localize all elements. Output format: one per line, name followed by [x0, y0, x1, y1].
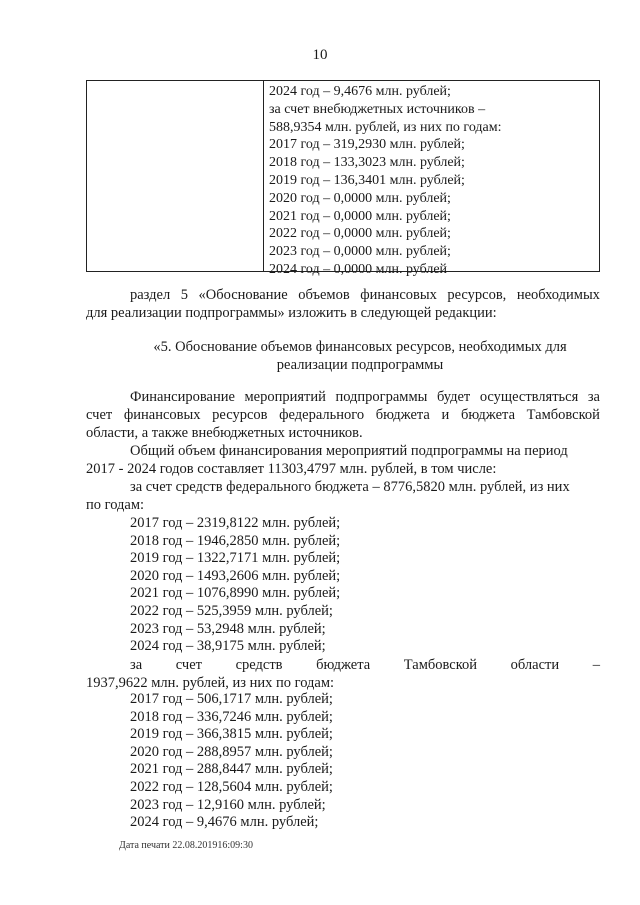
- word: федерального: [279, 407, 365, 423]
- p2-line-2: 2017 - 2024 годов составляет 11303,4797 млн. рублей, в том числе:: [86, 461, 497, 477]
- word: осуществляться: [479, 389, 579, 405]
- table-line: 2019 год – 136,3401 млн. рублей;: [269, 172, 465, 188]
- print-date-footer: Дата печати 22.08.201916:09:30: [119, 840, 253, 851]
- list-item: 2023 год – 12,9160 млн. рублей;: [130, 796, 326, 813]
- word: финансовых: [123, 407, 201, 423]
- p1-line-2: [86, 406, 600, 424]
- regional-line-1: [86, 656, 600, 674]
- word: области: [510, 657, 560, 673]
- regional-line-2: 1937,9622 млн. рублей, из них по годам:: [86, 675, 335, 691]
- table-column-divider: [263, 81, 264, 271]
- word: счет: [175, 657, 202, 673]
- word: 5: [180, 287, 188, 303]
- word: и: [441, 407, 450, 423]
- list-item: 2020 год – 1493,2606 млн. рублей;: [130, 567, 341, 584]
- word: необходимых: [516, 287, 600, 303]
- instruction-line-1: [86, 286, 600, 304]
- list-item: 2020 год – 288,8957 млн. рублей;: [130, 743, 333, 760]
- federal-line-1: за счет средств федерального бюджета – 8776,5820 млн. рублей, из них: [130, 479, 570, 495]
- federal-line-2: по годам:: [86, 497, 145, 513]
- word: за: [587, 389, 600, 405]
- word: будет: [436, 389, 471, 405]
- p2-line-1: Общий объем финансирования мероприятий подпрограммы на период: [130, 443, 568, 459]
- table-line: 2021 год – 0,0000 млн. рублей;: [269, 208, 451, 224]
- table-line: 2022 год – 0,0000 млн. рублей;: [269, 226, 451, 242]
- list-item: 2021 год – 288,8447 млн. рублей;: [130, 761, 333, 778]
- word: ресурсов,: [447, 287, 507, 303]
- list-item: 2017 год – 506,1717 млн. рублей;: [130, 691, 333, 707]
- word: –: [592, 657, 600, 673]
- instruction-paragraph: [86, 286, 600, 322]
- p1-line-3: области, а также внебюджетных источников.: [86, 425, 363, 441]
- list-item: 2024 год – 9,4676 млн. рублей;: [130, 814, 319, 831]
- list-item: 2018 год – 336,7246 млн. рублей;: [130, 708, 333, 725]
- list-item: 2024 год – 38,9175 млн. рублей;: [130, 638, 326, 655]
- table-line: 2018 год – 133,3023 млн. рублей;: [269, 155, 465, 171]
- continuation-table: [86, 80, 600, 277]
- list-item: 2021 год – 1076,8990 млн. рублей;: [130, 585, 341, 602]
- federal-year-list: [130, 515, 340, 656]
- table-line: 2024 год – 0,0000 млн. рублей: [269, 261, 448, 277]
- instruction-line-2: для реализации подпрограммы» изложить в следующей редакции:: [86, 305, 497, 321]
- table-line: 2020 год – 0,0000 млн. рублей;: [269, 190, 451, 206]
- section-heading-line-2: реализации подпрограммы: [276, 357, 444, 373]
- word: бюджета: [460, 407, 516, 423]
- list-item: 2022 год – 525,3959 млн. рублей;: [130, 602, 333, 619]
- word: бюджета: [316, 657, 371, 673]
- word: подпрограммы: [335, 389, 428, 405]
- word: средств: [235, 657, 283, 673]
- list-item: 2017 год – 2319,8122 млн. рублей;: [130, 515, 341, 531]
- table-line: 2017 год – 319,2930 млн. рублей;: [269, 137, 465, 153]
- section-heading: [140, 338, 580, 374]
- word: мероприятий: [244, 389, 326, 405]
- word: за: [130, 657, 143, 673]
- page-number: 10: [312, 47, 328, 63]
- table-line: 588,9354 млн. рублей, из них по годам:: [269, 119, 502, 135]
- list-item: 2019 год – 1322,7171 млн. рублей;: [130, 550, 341, 567]
- word: финансовых: [360, 287, 437, 303]
- financing-paragraph: [86, 388, 600, 514]
- list-item: 2018 год – 1946,2850 млн. рублей;: [130, 532, 341, 549]
- word: Тамбовской: [526, 407, 600, 423]
- list-item: 2019 год – 366,3815 млн. рублей;: [130, 726, 333, 743]
- regional-year-list: [130, 691, 333, 832]
- word: ресурсов: [212, 407, 268, 423]
- word: Финансирование: [130, 389, 235, 405]
- word: раздел: [130, 287, 171, 303]
- word: счет: [86, 407, 113, 423]
- word: Тамбовской: [403, 657, 478, 673]
- section-heading-line-1: «5. Обоснование объемов финансовых ресурсов, необходимых для: [153, 339, 567, 355]
- table-line: 2024 год – 9,4676 млн. рублей;: [269, 84, 451, 99]
- list-item: 2022 год – 128,5604 млн. рублей;: [130, 778, 333, 795]
- table-right-cell: [269, 83, 591, 279]
- table-line: 2023 год – 0,0000 млн. рублей;: [269, 244, 451, 260]
- regional-paragraph: [86, 656, 600, 692]
- p1-line-1: [86, 388, 600, 406]
- word: объемов: [298, 287, 350, 303]
- list-item: 2023 год – 53,2948 млн. рублей;: [130, 620, 326, 637]
- table-line: за счет внебюджетных источников –: [269, 101, 486, 117]
- word: бюджета: [375, 407, 430, 423]
- word: «Обоснование: [198, 287, 288, 303]
